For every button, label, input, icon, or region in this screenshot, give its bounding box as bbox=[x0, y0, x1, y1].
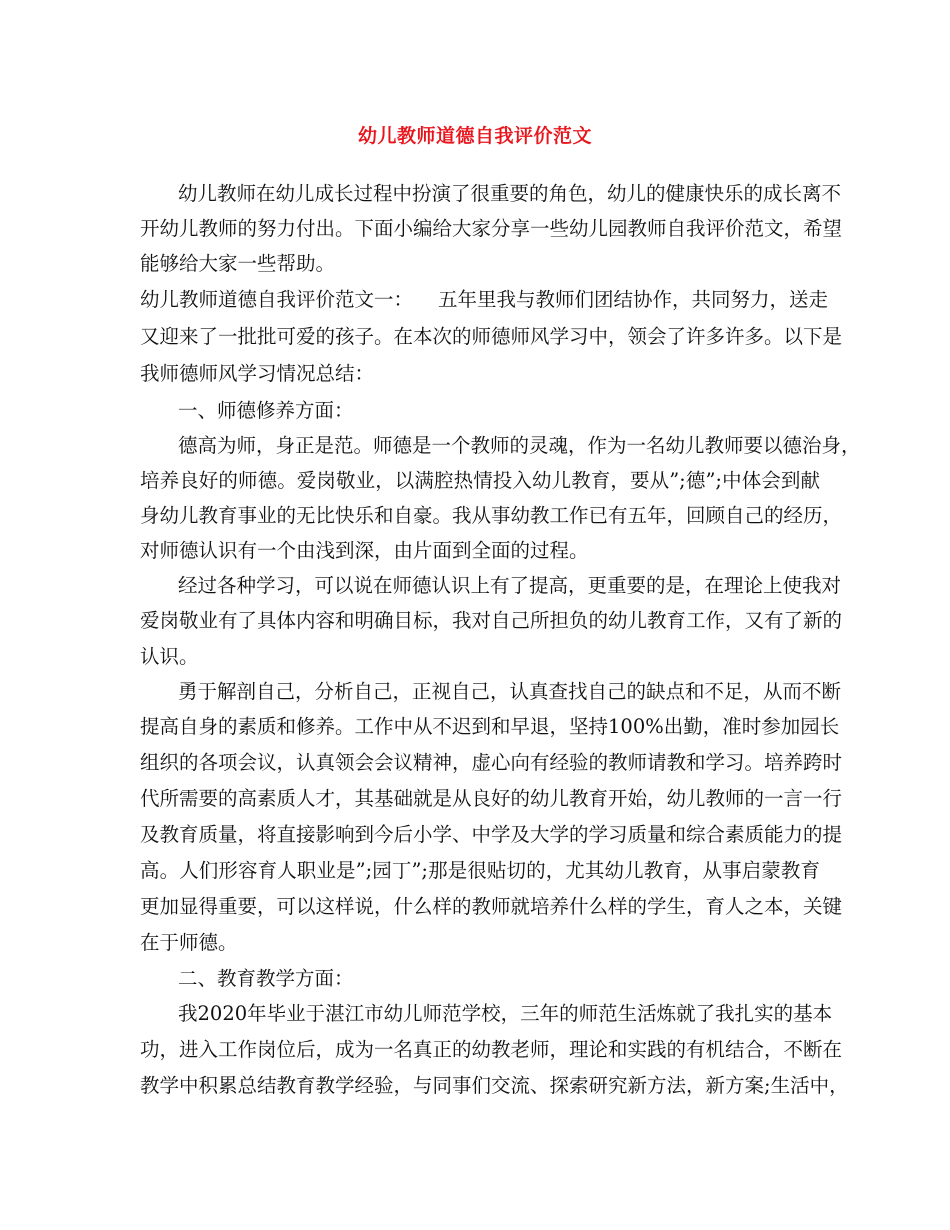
paragraph-line: 爱岗敬业有了具体内容和明确目标，我对自己所担负的幼儿教育工作，又有了新的 bbox=[140, 609, 843, 632]
section-heading: 二、教育教学方面： bbox=[178, 967, 354, 990]
sample-line: 又迎来了一批批可爱的孩子。在本次的师德师风学习中，领会了许多许多。以下是 bbox=[140, 325, 843, 348]
section-heading: 一、师德修养方面： bbox=[178, 399, 354, 422]
sample-line: 我师德师风学习情况总结： bbox=[140, 362, 375, 385]
paragraph-line: 经过各种学习，可以说在师德认识上有了提高，更重要的是，在理论上使我对 bbox=[178, 574, 842, 597]
paragraph-line: 对师德认识有一个由浅到深，由片面到全面的过程。 bbox=[140, 539, 589, 562]
paragraph-line: 培养良好的师德。爱岗敬业，以满腔热情投入幼儿教育，要从”;德”;中体会到献 bbox=[140, 469, 820, 492]
paragraph-line: 在于师德。 bbox=[140, 931, 238, 954]
sample-heading: 幼儿教师道德自我评价范文一： bbox=[140, 288, 414, 311]
paragraph-line: 组织的各项会议，认真领会会议精神，虚心向有经验的教师请教和学习。培养跨时 bbox=[140, 751, 843, 774]
paragraph-line: 德高为师，身正是范。师德是一个教师的灵魂，作为一名幼儿教师要以德治身， bbox=[178, 434, 861, 457]
paragraph-line: 提高自身的素质和修养。工作中从不迟到和早退，坚持100%出勤，准时参加园长 bbox=[140, 715, 840, 738]
paragraph-line: 及教育质量，将直接影响到今后小学、中学及大学的学习质量和综合素质能力的提 bbox=[140, 823, 843, 846]
intro-line: 开幼儿教师的努力付出。下面小编给大家分享一些幼儿园教师自我评价范文，希望 bbox=[140, 217, 843, 240]
intro-line: 幼儿教师在幼儿成长过程中扮演了很重要的角色，幼儿的健康快乐的成长离不 bbox=[178, 182, 842, 205]
sample-first-line: 五年里我与教师们团结协作，共同努力，送走 bbox=[438, 288, 829, 311]
paragraph-line: 教学中积累总结教育教学经验，与同事们交流、探索研究新方法，新方案;生活中， bbox=[140, 1074, 849, 1097]
paragraph-line: 高。人们形容育人职业是”;园丁”;那是很贴切的，尤其幼儿教育，从事启蒙教育 bbox=[140, 859, 820, 882]
paragraph-line: 代所需要的高素质人才，其基础就是从良好的幼儿教育开始，幼儿教师的一言一行 bbox=[140, 787, 843, 810]
paragraph-line: 勇于解剖自己，分析自己，正视自己，认真查找自己的缺点和不足，从而不断 bbox=[178, 680, 842, 703]
paragraph-line: 我2020年毕业于湛江市幼儿师范学校，三年的师范生活炼就了我扎实的基本 bbox=[178, 1002, 833, 1025]
document-title: 幼儿教师道德自我评价范文 bbox=[357, 125, 592, 147]
paragraph-line: 更加显得重要，可以这样说，什么样的教师就培养什么样的学生，育人之本，关键 bbox=[140, 895, 843, 918]
intro-line: 能够给大家一些帮助。 bbox=[140, 252, 336, 275]
paragraph-line: 认识。 bbox=[140, 645, 199, 668]
paragraph-line: 功，进入工作岗位后，成为一名真正的幼教老师，理论和实践的有机结合，不断在 bbox=[140, 1038, 843, 1061]
paragraph-line: 身幼儿教育事业的无比快乐和自豪。我从事幼教工作已有五年，回顾自己的经历， bbox=[140, 504, 843, 527]
